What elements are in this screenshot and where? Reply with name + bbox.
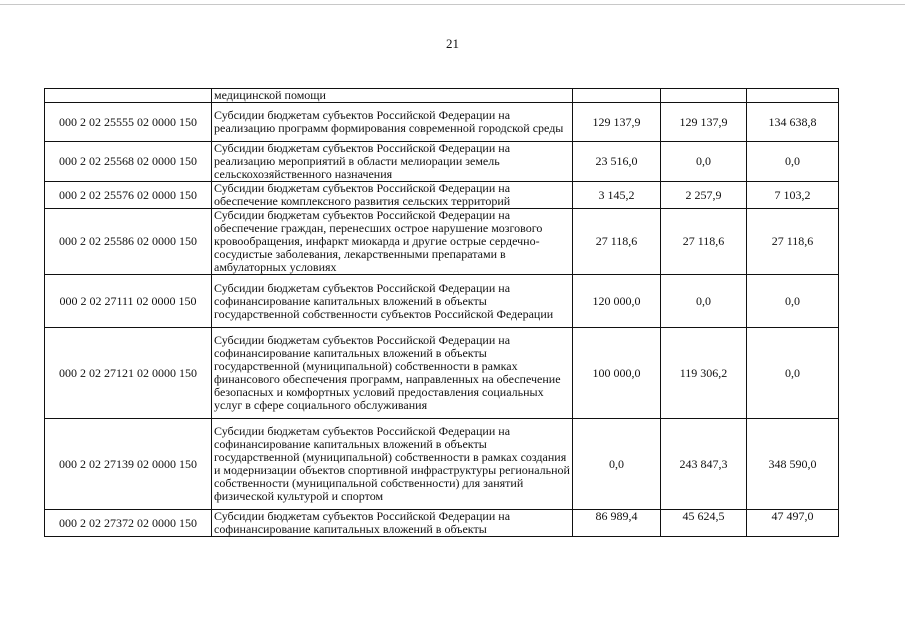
budget-code-cell: 000 2 02 27139 02 0000 150 — [45, 419, 212, 510]
budget-code-cell: 000 2 02 27121 02 0000 150 — [45, 328, 212, 419]
amount-year3-cell: 0,0 — [747, 328, 839, 419]
amount-year2-cell: 129 137,9 — [661, 103, 747, 142]
amount-year1-cell: 120 000,0 — [573, 275, 661, 328]
amount-year1-cell: 86 989,4 — [573, 510, 661, 537]
amount-year2-cell: 0,0 — [661, 142, 747, 182]
budget-code-cell: 000 2 02 25568 02 0000 150 — [45, 142, 212, 182]
amount-year3-cell: 0,0 — [747, 275, 839, 328]
amount-year1-cell: 23 516,0 — [573, 142, 661, 182]
description-cell: Субсидии бюджетам субъектов Российской Федерации на софинансирование капитальных вложений в объекты государственной (муниципальной) собственности в рамках финансового обеспечения программ, направленных на обеспечение безопасных и комфортных условий предоставления социальных услуг в сфере социального обслуживания — [212, 328, 573, 419]
description-cell: Субсидии бюджетам субъектов Российской Федерации на реализацию мероприятий в области мелиорации земель сельскохозяйственного назначения — [212, 142, 573, 182]
amount-year3-cell: 0,0 — [747, 142, 839, 182]
amount-year2-cell — [661, 89, 747, 103]
budget-code-cell — [45, 89, 212, 103]
amount-year3-cell: 27 118,6 — [747, 209, 839, 275]
table-row — [45, 182, 839, 209]
amount-year2-cell: 243 847,3 — [661, 419, 747, 510]
budget-table — [44, 88, 839, 537]
table-row — [45, 103, 839, 142]
amount-year1-cell: 129 137,9 — [573, 103, 661, 142]
amount-year1-cell — [573, 89, 661, 103]
page-number: 21 — [446, 36, 459, 51]
budget-code-cell: 000 2 02 27111 02 0000 150 — [45, 275, 212, 328]
amount-year3-cell: 134 638,8 — [747, 103, 839, 142]
amount-year2-cell: 2 257,9 — [661, 182, 747, 209]
amount-year1-cell: 0,0 — [573, 419, 661, 510]
amount-year2-cell: 27 118,6 — [661, 209, 747, 275]
budget-code-cell: 000 2 02 25586 02 0000 150 — [45, 209, 212, 275]
table-row — [45, 328, 839, 419]
table-row — [45, 419, 839, 510]
amount-year2-cell: 119 306,2 — [661, 328, 747, 419]
description-cell: Субсидии бюджетам субъектов Российской Федерации на реализацию программ формирования современной городской среды — [212, 103, 573, 142]
budget-code-cell: 000 2 02 25555 02 0000 150 — [45, 103, 212, 142]
amount-year3-cell: 348 590,0 — [747, 419, 839, 510]
table-row — [45, 89, 839, 103]
amount-year2-cell: 45 624,5 — [661, 510, 747, 537]
description-cell: Субсидии бюджетам субъектов Российской Федерации на обеспечение комплексного развития сельских территорий — [212, 182, 573, 209]
amount-year1-cell: 100 000,0 — [573, 328, 661, 419]
amount-year1-cell: 27 118,6 — [573, 209, 661, 275]
description-cell: Субсидии бюджетам субъектов Российской Федерации на софинансирование капитальных вложений в объекты государственной (муниципальной) собственности в рамках создания и модернизации объектов спортивной инфраструктуры региональной собственности (муниципальной собственности) для занятий физической культурой и спортом — [212, 419, 573, 510]
amount-year3-cell — [747, 89, 839, 103]
budget-code-cell: 000 2 02 25576 02 0000 150 — [45, 182, 212, 209]
table-row — [45, 275, 839, 328]
description-cell: медицинской помощи — [212, 89, 573, 103]
table-row — [45, 142, 839, 182]
amount-year3-cell: 7 103,2 — [747, 182, 839, 209]
description-cell: Субсидии бюджетам субъектов Российской Федерации на софинансирование капитальных вложений в объекты государственной собственности субъектов Российской Федерации — [212, 275, 573, 328]
table-row — [45, 209, 839, 275]
amount-year1-cell: 3 145,2 — [573, 182, 661, 209]
table-row — [45, 510, 839, 537]
scan-edge-line — [0, 4, 905, 5]
amount-year3-cell: 47 497,0 — [747, 510, 839, 537]
budget-code-cell: 000 2 02 27372 02 0000 150 — [45, 510, 212, 537]
description-cell: Субсидии бюджетам субъектов Российской Федерации на софинансирование капитальных вложений в объекты — [212, 510, 573, 537]
description-cell: Субсидии бюджетам субъектов Российской Федерации на обеспечение граждан, перенесших острое нарушение мозгового кровообращения, инфаркт миокарда и другие острые сердечно-сосудистые заболевания, лекарственными препаратами в амбулаторных условиях — [212, 209, 573, 275]
amount-year2-cell: 0,0 — [661, 275, 747, 328]
